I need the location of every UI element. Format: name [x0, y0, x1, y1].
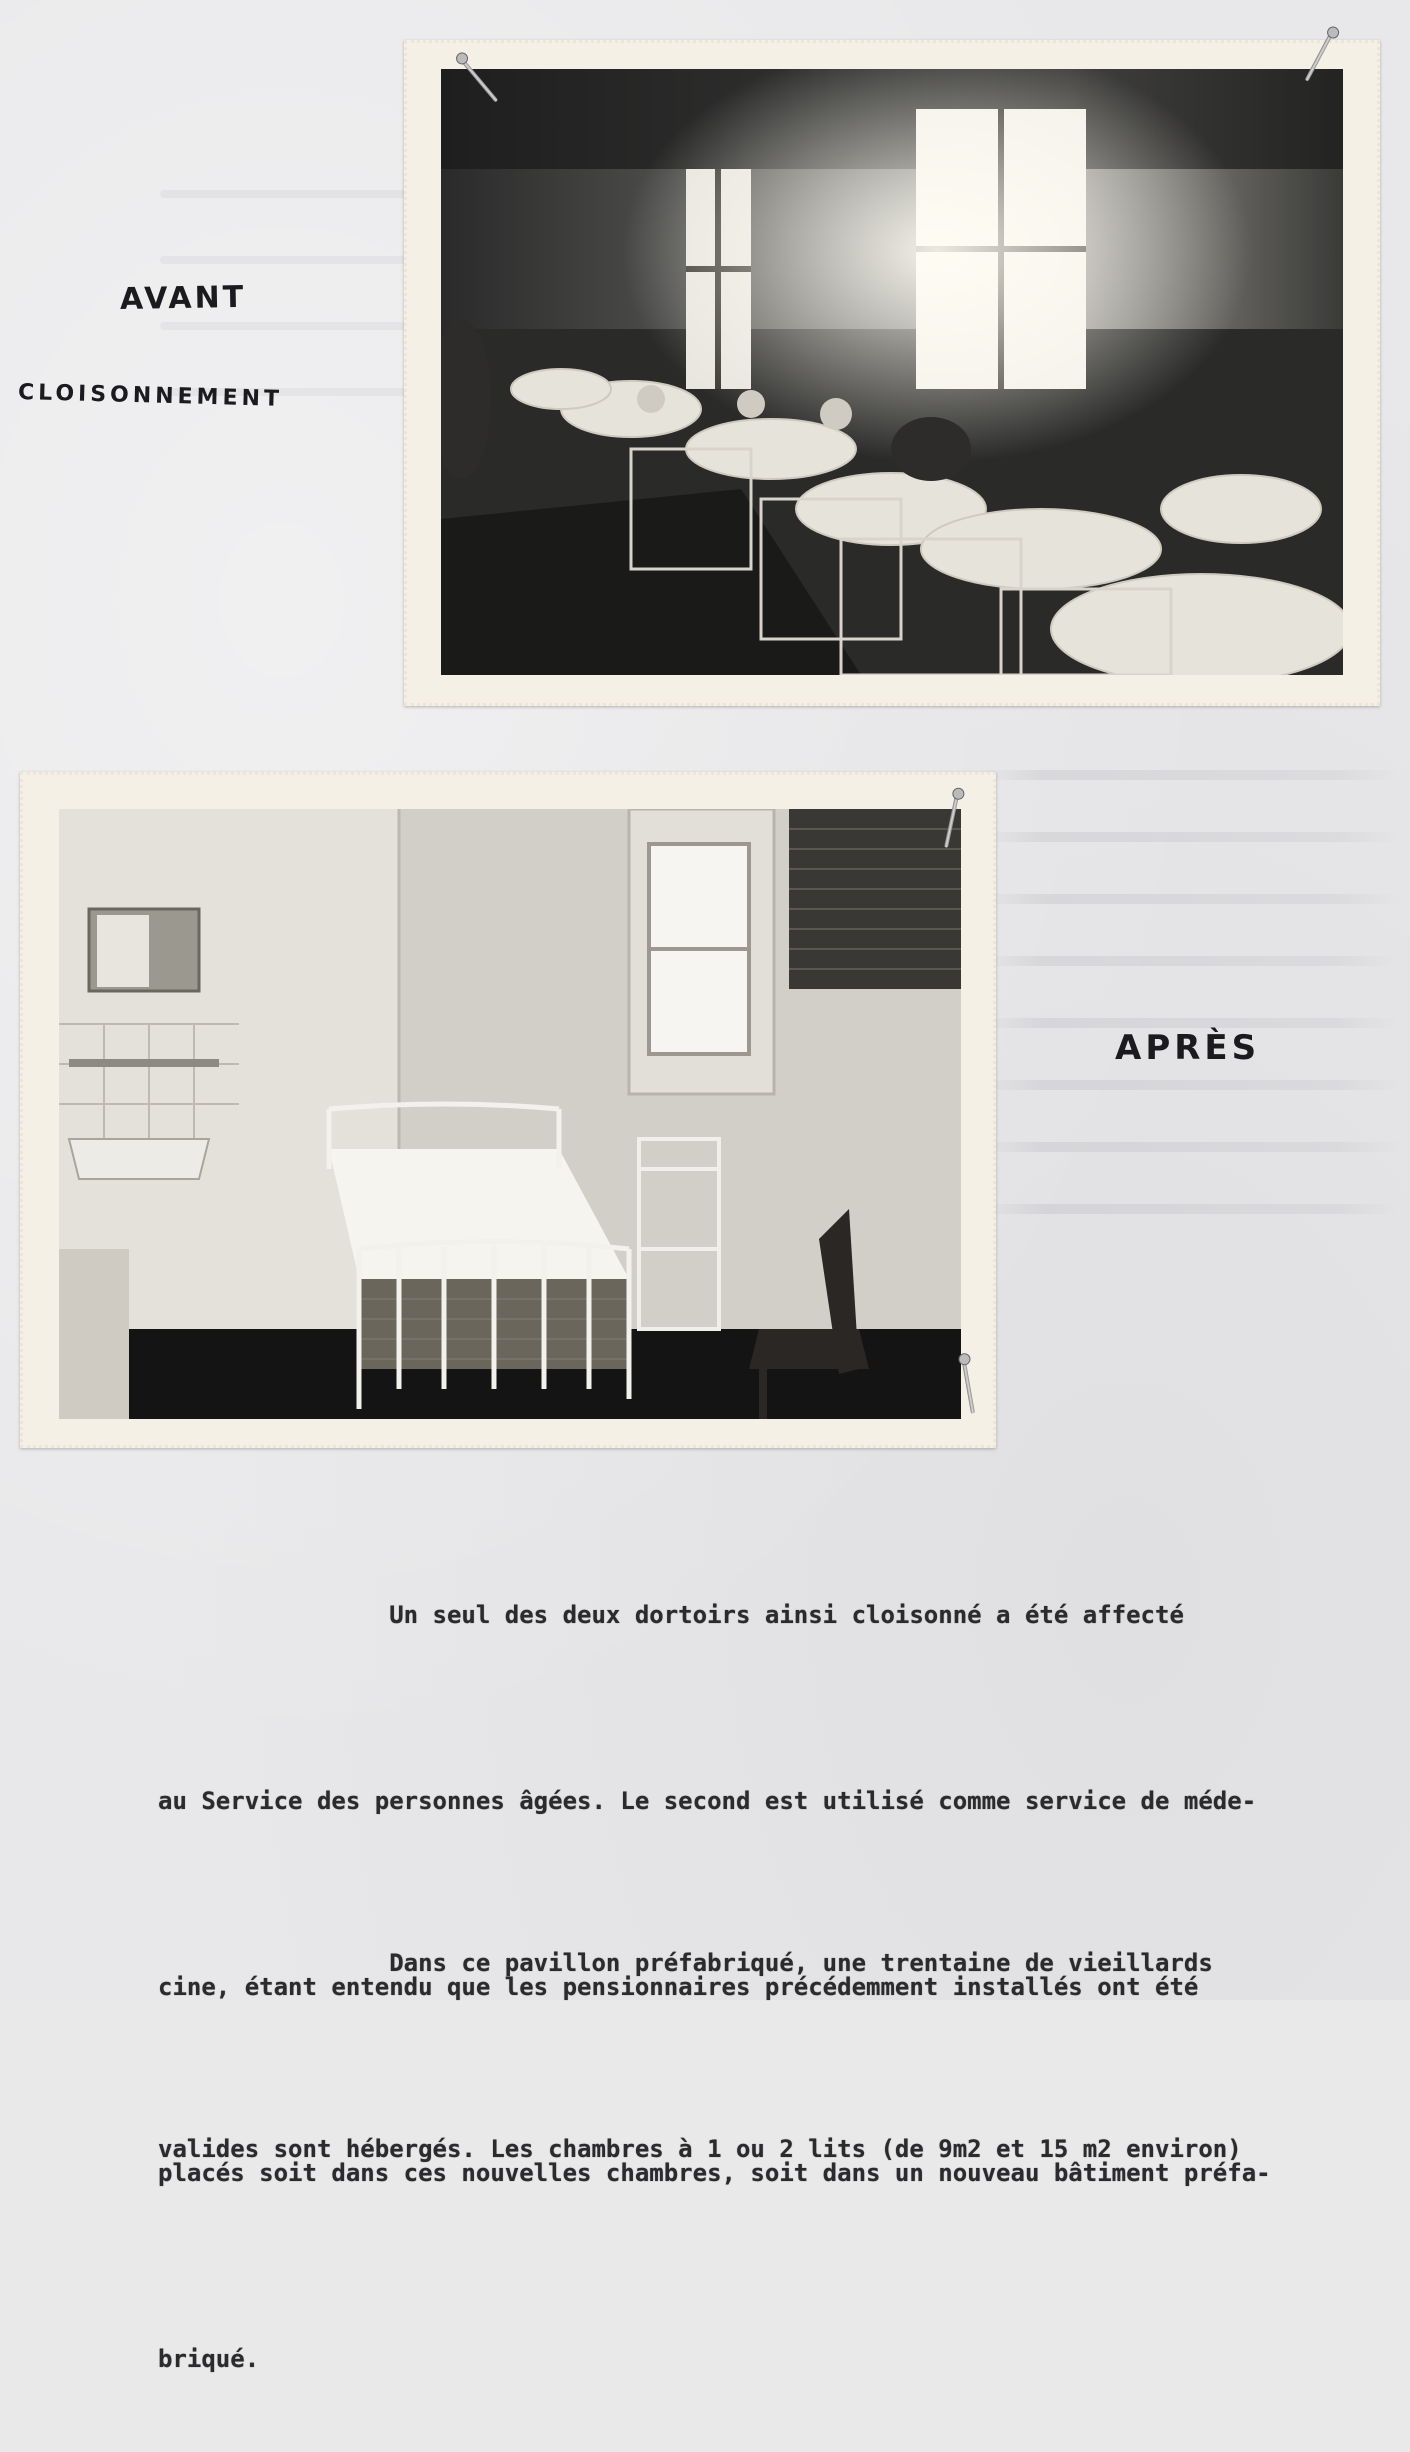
text-line: briqué.: [158, 2345, 260, 2373]
photo-before-frame: [404, 40, 1380, 706]
single-room-photo: [59, 809, 961, 1419]
dormitory-photo: [441, 69, 1343, 675]
bleed-through-text-top: [160, 190, 410, 454]
bleed-through-text-right: [980, 770, 1400, 1266]
text-line: au Service des personnes âgées. Le second est utilisé comme service de méde-: [158, 1787, 1257, 1815]
photo-after-frame: [20, 772, 996, 1448]
text-line: valides sont hébergés. Les chambres à 1 ou 2 lits (de 9m2 et 15 m2 environ): [158, 2135, 1242, 2163]
text-line: Dans ce pavillon préfabriqué, une trentaine de vieillards: [158, 1949, 1213, 1977]
dormitory-image: [441, 69, 1343, 675]
text-line: Un seul des deux dortoirs ainsi cloisonné a été affecté: [158, 1601, 1184, 1629]
text-line: placés soit dans ces nouvelles chambres, soit dans un nouveau bâtiment préfa-: [158, 2159, 1271, 2187]
text-line: cine, étant entendu que les pensionnaires précédemment installés ont été: [158, 1973, 1199, 2001]
body-paragraph-2: [158, 1808, 1242, 2242]
label-avant: AVANT: [119, 279, 247, 317]
label-apres: APRÈS: [1115, 1028, 1261, 1068]
single-room-image: [59, 809, 961, 1419]
label-cloisonnement: CLOISONNEMENT: [17, 380, 284, 412]
